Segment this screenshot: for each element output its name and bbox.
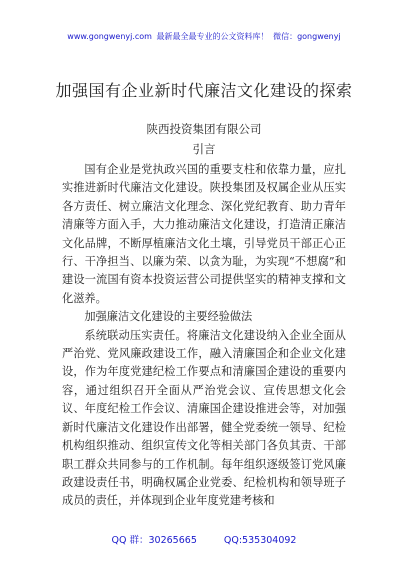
site-slogan: 最新最全最专业的公文资料库！ — [156, 32, 269, 41]
document-body — [62, 161, 346, 511]
qq-number: QQ:535304092 — [223, 535, 297, 546]
site-header — [0, 31, 408, 42]
paragraph: 系统联动压实责任。将廉洁文化建设纳入企业全面从严治党、党风廉政建设工作，融入清廉国企和企业文化建设，作为年度党建纪检工作要点和清廉国企建设的重要内容，通过组织召开全面从严治党会议、宣传思想文化会议、年度纪检工作会议、清廉国企建设推进会等，对加强新时代廉洁文化建设作出部署，健全党委统一领导、纪检机构组织推动、组织宣传文化等相关部门各负其责、干部职工群众共同参与的工作机制。每年组织逐级签订党风廉政建设责任书，明确权属企业党委、纪检机构和领导班子成员的责任，并体现到企业年度党建考核和 — [62, 328, 346, 508]
organization-name: 陕西投资集团有限公司 — [146, 122, 262, 136]
qq-group: QQ 群：30265665 — [111, 535, 197, 546]
site-footer — [0, 532, 408, 546]
paragraph: 国有企业是党执政兴国的重要支柱和依靠力量，应扎实推进新时代廉洁文化建设。陕投集团及权属企业从压实各方责任、树立廉洁文化理念、深化党纪教育、助力青年清廉等方面入手，大力推动廉洁文化建设，打造清正廉洁文化品牌，不断厚植廉洁文化土壤，引导党员干部正心正行、干净担当、以廉为荣、以贪为耻，为实现“不想腐”和建设一流国有资本投资运营公司提供坚实的精神支撑和文化滋养。 — [62, 163, 346, 305]
document-title: 加强国有企业新时代廉洁文化建设的探索 — [55, 81, 353, 100]
site-url[interactable]: www.gongwenyj.com — [67, 32, 152, 41]
section-heading-intro: 引言 — [192, 142, 216, 156]
wechat-id: 微信：gongwenyj — [273, 32, 341, 41]
section-heading: 加强廉洁文化建设的主要经验做法 — [84, 310, 253, 324]
